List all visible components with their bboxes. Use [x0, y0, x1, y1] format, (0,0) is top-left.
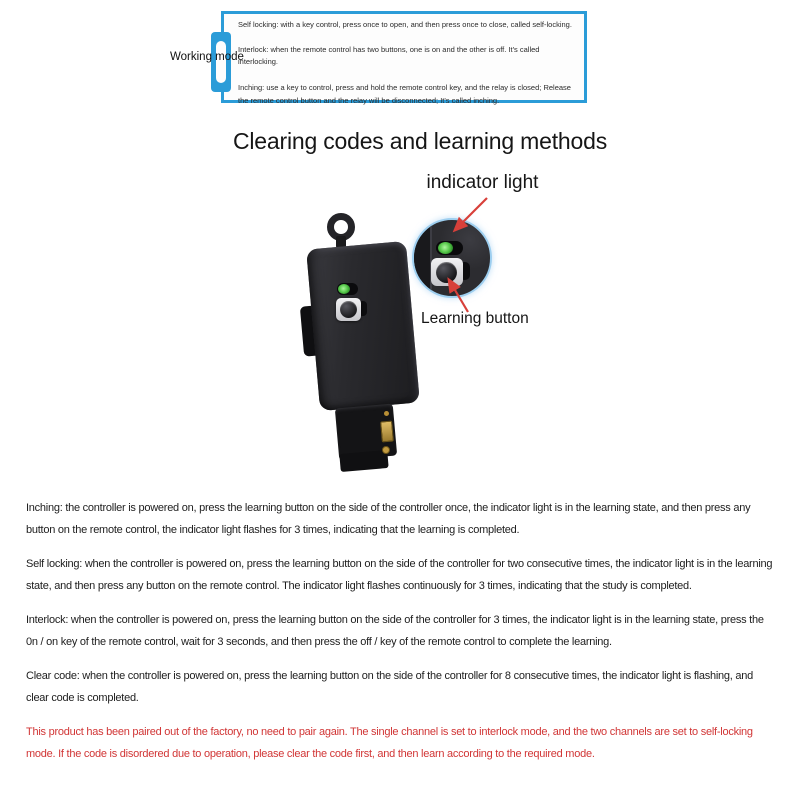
paragraph-inching: Inching: the controller is powered on, press the learning button on the side of the controller once, the indicator light is in the learning state, and then press any button on the remote control, the indicator light flashes for 3 times, indicating that the learning is completed.: [26, 502, 751, 536]
indicator-led: [337, 283, 358, 295]
arrow-to-learning-button-icon: [449, 280, 468, 312]
annotation-arrows: [380, 188, 560, 328]
arrow-to-indicator-icon: [455, 198, 487, 230]
learning-button: [340, 301, 357, 318]
gold-contact-plate: [380, 421, 394, 443]
paragraph-clear-code: Clear code: when the controller is powered on, press the learning button on the side of the controller for 8 consecutive times, the indicator light is flashing, and clear code is completed.: [26, 670, 753, 704]
factory-pairing-warning: This product has been paired out of the factory, no need to pair again. The single channel is set to interlock mode, and the two channels are set to self-locking mode. If the code is disordered due to operation, please clear the code first, and then learn according to the required mode.: [26, 726, 753, 760]
bottom-module-foot: [339, 450, 388, 472]
gold-contact-dot: [382, 446, 390, 454]
indicator-led-glow: [338, 284, 350, 294]
working-mode-line-inching: Inching: use a key to control, press and hold the remote control key, and the relay is closed; Release the remote control button and the relay will be disconnected; It's called inching.: [238, 83, 571, 105]
working-mode-label: Working mode: [170, 51, 244, 63]
learning-button-label: Learning button: [421, 310, 529, 327]
working-mode-line-self-locking: Self locking: with a key control, press once to open, and then press once to close, called self-locking.: [238, 20, 572, 29]
working-mode-line-interlock: Interlock: when the remote control has two buttons, one is on and the other is off. It's called interlocking.: [238, 45, 540, 66]
instructions-block: [26, 497, 778, 777]
paragraph-self-locking: Self locking: when the controller is powered on, press the learning button on the side of the controller for two consecutive times, the indicator light is in the learning state, and then press any button on the remote control. The indicator light flashes continuously for 3 times, indicating that the study is completed.: [26, 558, 773, 592]
page-title: Clearing codes and learning methods: [232, 128, 608, 154]
indicator-light-label: indicator light: [426, 172, 539, 193]
paragraph-interlock: Interlock: when the controller is powered on, press the learning button on the side of the controller for 3 times, the indicator light is in the learning state, press the 0n / on key of the remote control, wait for 3 seconds, and then press the off / key of the remote control to complete the learning.: [26, 614, 764, 648]
gold-contact-dot-small: [384, 411, 389, 416]
